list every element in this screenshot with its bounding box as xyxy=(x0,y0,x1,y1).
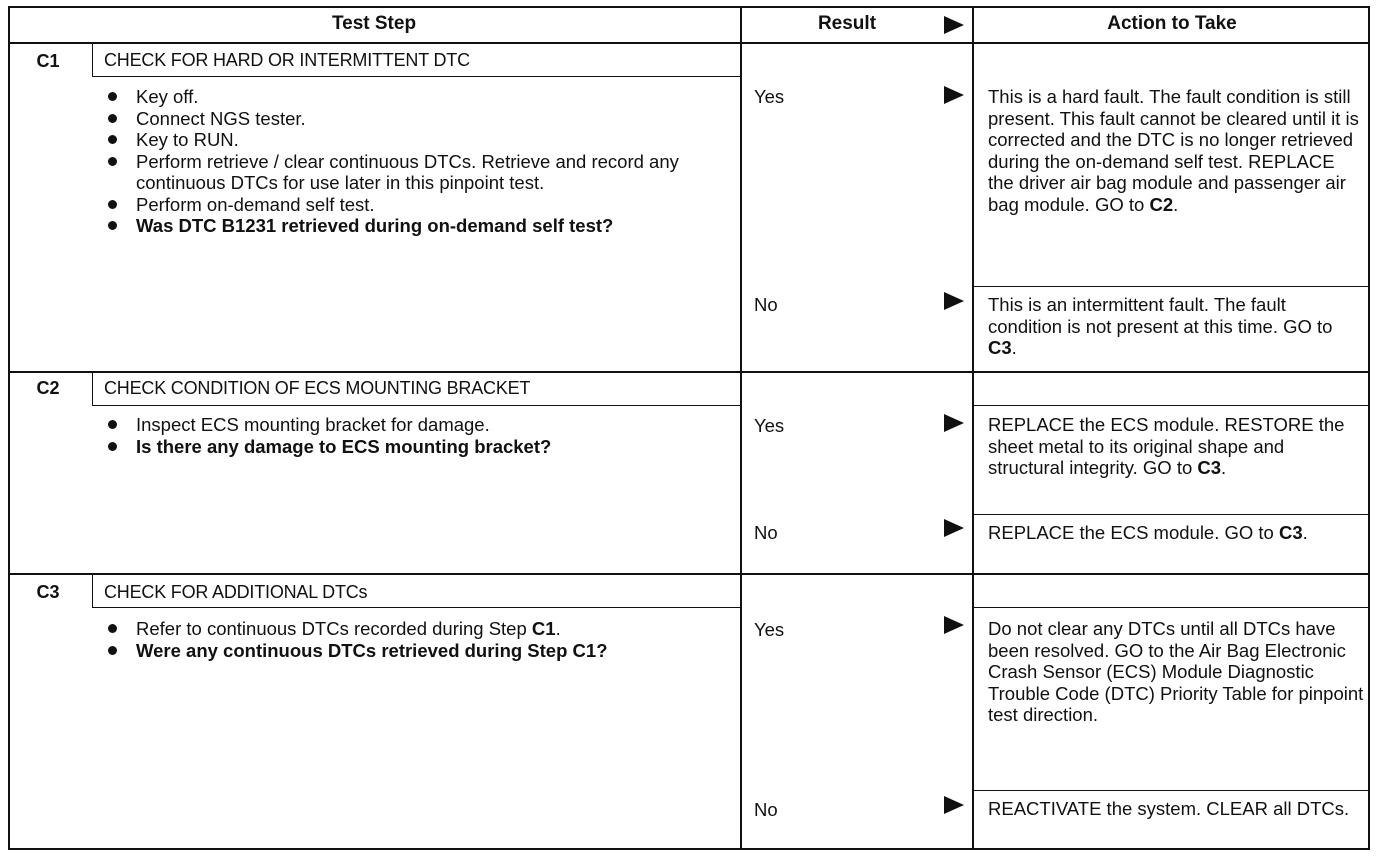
arrow-icon xyxy=(944,414,964,432)
action-ref: C3 xyxy=(1197,457,1222,478)
result-c1-no: No xyxy=(754,294,778,315)
step-question-c2: Is there any damage to ECS mounting bracket? xyxy=(104,436,724,458)
action-text: This is a hard fault. The fault condition is still present. This fault cannot be cleared until it is corrected and the DTC is no longer retrieved during the on-demand self test. REPLACE the driver air bag module and passenger air bag module. GO to xyxy=(988,86,1359,215)
step-title-rule-c2 xyxy=(92,405,740,406)
list-item: Key off. xyxy=(104,86,724,108)
list-item xyxy=(104,618,724,640)
arrow-icon xyxy=(944,86,964,104)
arrow-icon xyxy=(944,796,964,814)
bullet-text: Refer to continuous DTCs recorded during Step xyxy=(136,618,532,639)
list-item: Perform retrieve / clear continuous DTCs. Retrieve and record any continuous DTCs for use later in this pinpoint test. xyxy=(104,151,724,194)
result-c3-yes: Yes xyxy=(754,619,785,640)
step-title-c1: CHECK FOR HARD OR INTERMITTENT DTC xyxy=(104,50,470,70)
step-id-divider-c1 xyxy=(92,44,93,76)
step-title-rule-c1 xyxy=(92,76,740,77)
arrow-icon xyxy=(944,519,964,537)
result-c3-no: No xyxy=(754,799,778,820)
action-tail: . xyxy=(1011,337,1017,358)
step-id-divider-c3 xyxy=(92,575,93,607)
action-rule-c1 xyxy=(974,286,1370,287)
arrow-icon xyxy=(944,292,964,310)
bullet-tail: . xyxy=(555,618,561,639)
header-arrow-icon xyxy=(944,16,964,34)
action-tail: . xyxy=(1302,522,1308,543)
arrow-icon xyxy=(944,616,964,634)
header-test-step: Test Step xyxy=(331,13,417,34)
action-tail: . xyxy=(1173,193,1179,215)
action-ref: C3 xyxy=(988,337,1012,358)
divider-header xyxy=(8,42,1370,44)
bullet-ref: C1 xyxy=(531,618,556,639)
step-id-c2: C2 xyxy=(36,378,60,398)
list-item: Inspect ECS mounting bracket for damage. xyxy=(104,414,724,436)
step-bullets-c1 xyxy=(104,86,724,237)
action-rule-c3 xyxy=(974,790,1370,791)
action-c1-no xyxy=(988,294,1364,359)
divider-action-col xyxy=(972,6,974,850)
header-action: Action to Take xyxy=(1107,13,1237,34)
action-ref: C3 xyxy=(1279,522,1303,543)
action-top-rule-c2 xyxy=(974,405,1370,406)
action-text: This is an intermittent fault. The fault condition is not present at this time. GO to xyxy=(988,294,1333,337)
step-bullets-c2 xyxy=(104,414,724,457)
divider-result-col xyxy=(740,6,742,850)
row-divider-c1-c2 xyxy=(8,371,1370,373)
action-c3-yes: Do not clear any DTCs until all DTCs have been resolved. GO to the Air Bag Electronic Crash Sensor (ECS) Module Diagnostic Trouble Code (DTC) Priority Table for pinpoint test direction. xyxy=(988,618,1364,725)
result-c2-yes: Yes xyxy=(754,415,785,436)
list-item: Key to RUN. xyxy=(104,129,724,151)
action-c1-yes xyxy=(988,86,1364,215)
step-question-c3: Were any continuous DTCs retrieved during Step C1? xyxy=(104,640,724,662)
action-text: REPLACE the ECS module. RESTORE the sheet metal to its original shape and structural integrity. GO to xyxy=(988,414,1345,478)
step-title-c3: CHECK FOR ADDITIONAL DTCs xyxy=(104,582,368,602)
result-c2-no: No xyxy=(754,522,778,543)
result-c1-yes: Yes xyxy=(754,86,785,107)
action-text: REPLACE the ECS module. GO to xyxy=(988,522,1279,543)
step-id-divider-c2 xyxy=(92,373,93,405)
step-question-c1: Was DTC B1231 retrieved during on-demand self test? xyxy=(104,215,724,237)
step-title-c2: CHECK CONDITION OF ECS MOUNTING BRACKET xyxy=(104,378,531,398)
step-title-rule-c3 xyxy=(92,607,740,608)
action-top-rule-c3 xyxy=(974,607,1370,608)
action-c3-no: REACTIVATE the system. CLEAR all DTCs. xyxy=(988,798,1350,819)
step-id-c3: C3 xyxy=(36,582,60,602)
list-item: Connect NGS tester. xyxy=(104,108,724,130)
header-result: Result xyxy=(817,13,877,34)
action-c2-yes xyxy=(988,414,1364,479)
step-id-c1: C1 xyxy=(36,51,60,71)
row-divider-c2-c3 xyxy=(8,573,1370,575)
action-c2-no xyxy=(988,522,1364,544)
action-tail: . xyxy=(1221,457,1227,478)
step-bullets-c3 xyxy=(104,618,724,661)
action-rule-c2 xyxy=(974,514,1370,515)
action-ref: C2 xyxy=(1149,193,1174,215)
list-item: Perform on-demand self test. xyxy=(104,194,724,216)
